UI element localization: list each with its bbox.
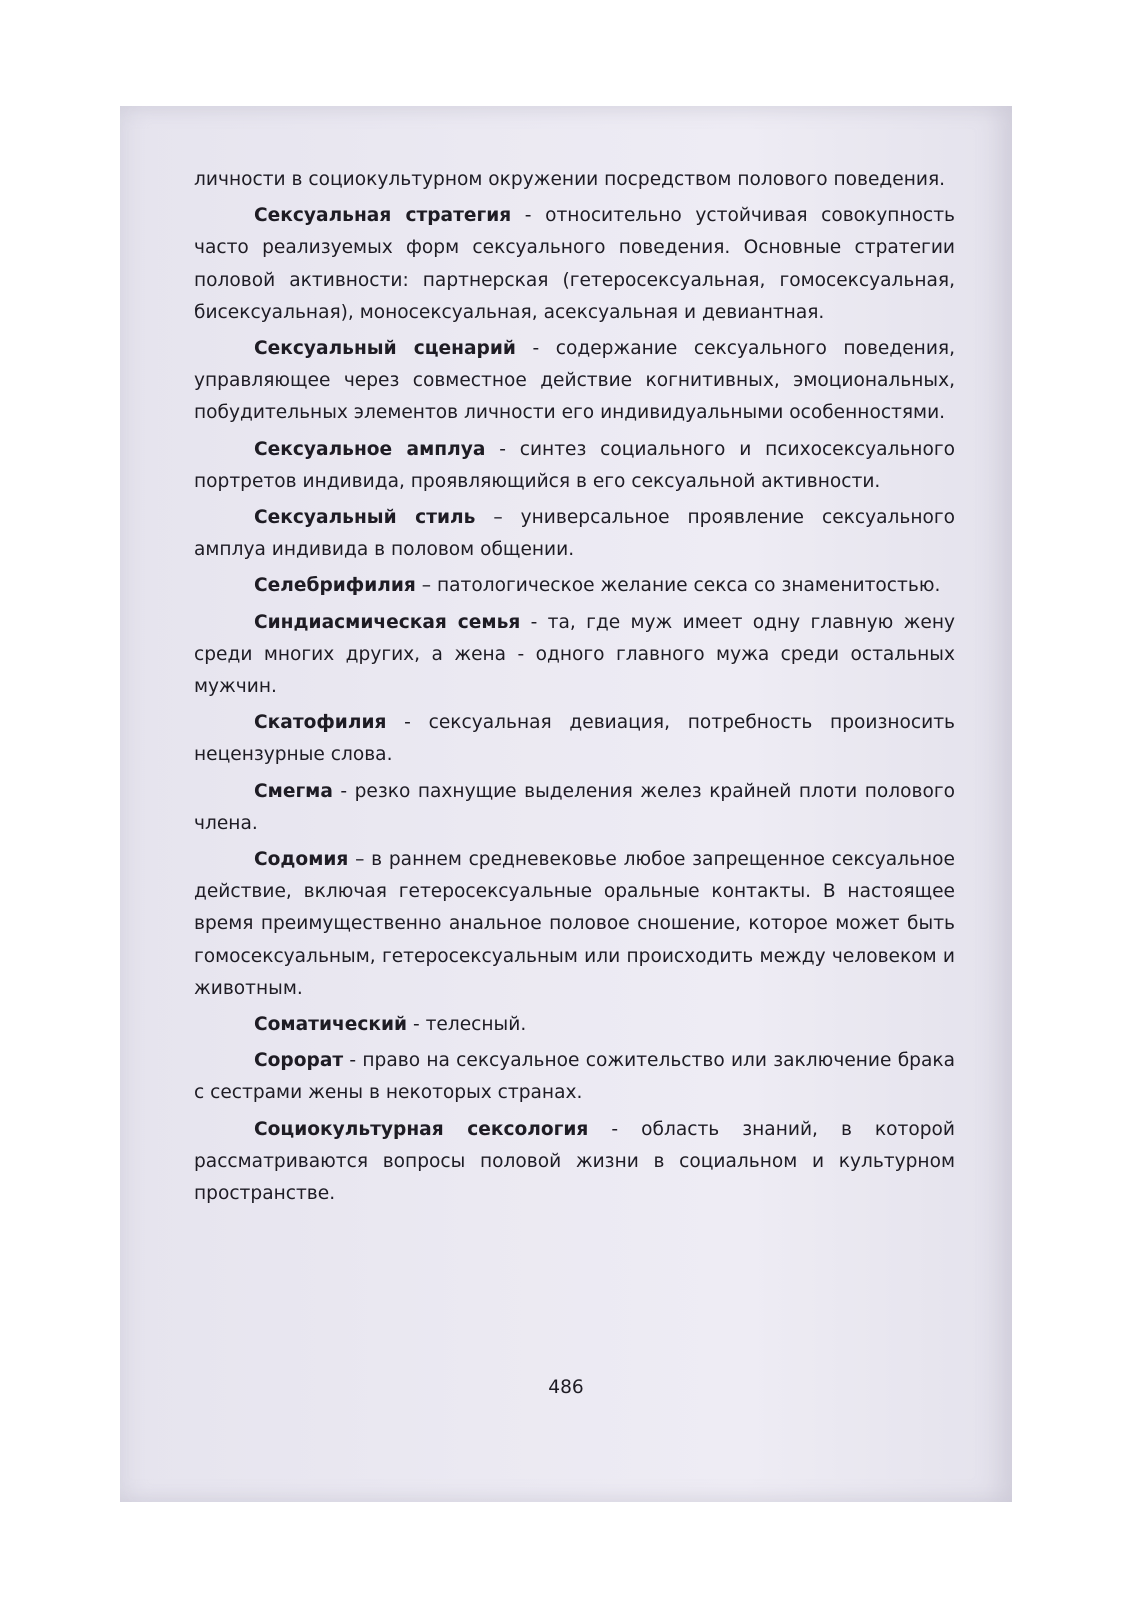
entry-definition: - область знаний, в которой рассматриваются вопросы половой жизни в социальном и культурном пространстве. [194,1118,955,1205]
entry-definition: - синтез социального и психосексуального портретов индивида, проявляющийся в его сексуальной активности. [194,438,955,492]
entry-term: Смегма [254,780,333,802]
continuation-text: личности в социокультурном окружении посредством полового поведения. [194,169,946,190]
entry-definition: – в раннем средневековье любое запрещенное сексуальное действие, включая гетеросексуальные оральные контакты. В настоящее время преимущественно анальное половое сношение, которое может быть гомосексуальным, гетеросексуальным или происходить между человеком и животным. [194,849,955,999]
glossary-entry [194,607,955,704]
entry-term: Содомия [254,849,349,871]
entry-definition: - телесный. [407,1014,527,1036]
entry-term: Сексуальный стиль [254,507,476,529]
entry-term: Сексуальный сценарий [254,338,516,360]
page-text [194,164,955,1214]
glossary-entry [194,1114,955,1211]
glossary-entry [194,1045,955,1109]
glossary-entry [194,570,955,602]
glossary-entry [194,434,955,498]
entry-definition: - сексуальная девиация, потребность произносить нецензурные слова. [194,712,955,766]
glossary-entry [194,333,955,430]
entry-definition: - относительно устойчивая совокупность часто реализуемых форм сексуального поведения. Основные стратегии половой активности: партнерская (гетеросексуальная, гомосексуальная, бисексуальная), моносексуальная, асексуальная и девиантная. [194,205,955,323]
glossary-entry [194,844,955,1005]
entry-definition: – универсальное проявление сексуального амплуа индивида в половом общении. [194,507,955,561]
entry-term: Синдиасмическая семья [254,611,521,633]
entry-definition: - та, где муж имеет одну главную жену среди многих других, а жена - одного главного мужа среди остальных мужчин. [194,611,956,698]
entry-term: Скатофилия [254,712,387,734]
entry-definition: - содержание сексуального поведения, управляющее через совместное действие когнитивных, эмоциональных, побудительных элементов личности его индивидуальными особенностями. [194,338,955,424]
entry-term: Селебрифилия [254,575,416,597]
page-number: 486 [548,1377,584,1398]
entry-term: Сорорат [254,1050,344,1072]
entry-definition: – патологическое желание секса со знаменитостью. [415,575,941,597]
entry-term: Сексуальное амплуа [254,438,486,460]
glossary-entry [194,1009,955,1041]
glossary-entry [194,200,955,329]
glossary-entry [194,502,955,566]
glossary-entry [194,707,955,771]
entry-term: Соматический [254,1014,408,1036]
entry-term: Сексуальная стратегия [254,205,512,227]
entry-term: Социокультурная сексология [254,1118,589,1140]
continuation-paragraph [194,164,955,196]
glossary-entry [194,776,955,840]
entry-definition: - право на сексуальное сожительство или заключение брака с сестрами жены в некоторых странах. [194,1050,955,1104]
entry-definition: - резко пахнущие выделения желез крайней плоти полового члена. [194,780,955,834]
